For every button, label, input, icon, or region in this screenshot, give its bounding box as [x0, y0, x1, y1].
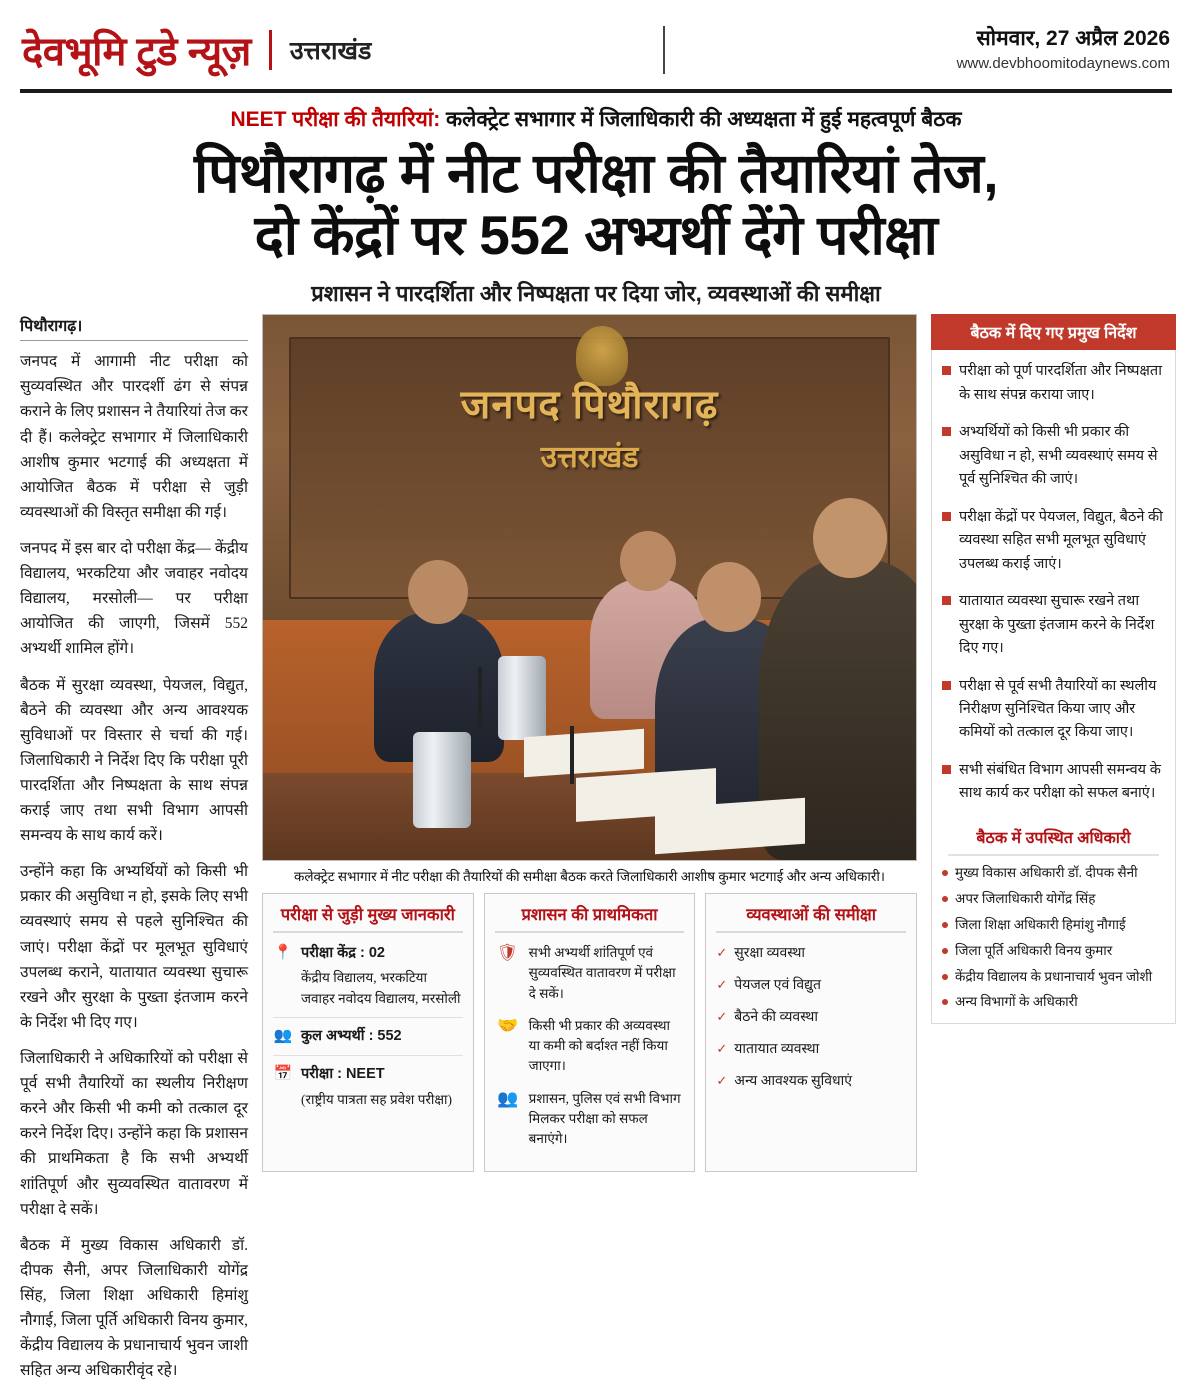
- directives-list: [931, 350, 1176, 1024]
- region-label: उत्तराखंड: [289, 36, 372, 65]
- backdrop-text-line-2: उत्तराखंड: [540, 441, 639, 475]
- check-circle-icon: ✓: [716, 1008, 728, 1024]
- info-box-title: प्रशासन की प्राथमिकता: [521, 906, 658, 925]
- meeting-photo: [263, 315, 916, 860]
- subheadline: प्रशासन ने पारदर्शिता और निष्पक्षता पर दिया जोर, व्यवस्थाओं की समीक्षा: [311, 281, 881, 307]
- list-item: [942, 360, 1165, 407]
- officer-name: मुख्य विकास अधिकारी डॉ. दीपक सैनी: [955, 864, 1138, 880]
- dot-bullet-icon: [942, 922, 948, 928]
- square-bullet-icon: [942, 512, 951, 521]
- list-item: [495, 1089, 685, 1150]
- photo-frame: [262, 314, 917, 861]
- kicker-highlight: NEET परीक्षा की तैयारियां:: [230, 108, 441, 131]
- story-paragraph: जिलाधिकारी ने अधिकारियों को परीक्षा से पूर्व सभी तैयारियों का स्थलीय निरीक्षण करने और किसी भी कमी को तत्काल दूर करने निर्देश दिए। उन्होंने कहा कि प्रशासन की प्राथमिकता है कि सभी अभ्यर्थी शांतिपूर्ण और सुव्यवस्थित वातावरण में परीक्षा दे सकें।: [20, 1050, 248, 1218]
- group-icon: 👥: [497, 1088, 519, 1108]
- list-item: [942, 890, 1165, 909]
- publication-date: सोमवार, 27 अप्रैल 2026: [976, 27, 1170, 51]
- content-grid: [20, 314, 1172, 1394]
- story-paragraph: जनपद में आगामी नीट परीक्षा को सुव्यवस्थित और पारदर्शी ढंग से संपन्न कराने के लिए प्रशासन ने तैयारियां तेज कर दी हैं। कलेक्ट्रेट सभागार में जिलाधिकारी आशीष कुमार भटगाई की अध्यक्षता में आयोजित बैठक में परीक्षा से जुड़ी व्यवस्थाओं की विस्तृत समीक्षा की गई।: [20, 353, 248, 521]
- exam-center-name: जवाहर नवोदय विद्यालय, मरसोली: [301, 990, 461, 1006]
- info-box-title: परीक्षा से जुड़ी मुख्य जानकारी: [280, 906, 455, 925]
- officers-heading: बैठक में उपस्थित अधिकारी: [976, 829, 1131, 847]
- list-item: [942, 506, 1165, 576]
- divider: [273, 1055, 463, 1056]
- info-box-exam-details: [262, 893, 474, 1172]
- priority-text: सभी अभ्यर्थी शांतिपूर्ण एवं सुव्यवस्थित वातावरण में परीक्षा दे सकें।: [528, 945, 676, 1001]
- list-item: [942, 916, 1165, 935]
- handshake-icon: 🤝: [497, 1015, 519, 1035]
- divider: [273, 1017, 463, 1018]
- location-pin-icon: 📍: [273, 945, 293, 962]
- check-circle-icon: ✓: [716, 1072, 728, 1088]
- headline-line-2: दो केंद्रों पर 552 अभ्यर्थी देंगे परीक्षा: [254, 203, 938, 266]
- review-item-label: यातायात व्यवस्था: [734, 1042, 820, 1058]
- story-body: [20, 349, 248, 1383]
- info-box-body: [263, 939, 473, 1120]
- website-url[interactable]: www.devbhoomitodaynews.com: [956, 54, 1170, 72]
- check-circle-icon: ✓: [716, 976, 728, 992]
- list-item: [273, 1026, 463, 1047]
- list-item: [942, 942, 1165, 961]
- square-bullet-icon: [942, 765, 951, 774]
- square-bullet-icon: [942, 681, 951, 690]
- list-item: [942, 993, 1165, 1012]
- exam-name-label: परीक्षा : NEET: [301, 1066, 385, 1083]
- exam-fullform: (राष्ट्रीय पात्रता सह प्रवेश परीक्षा): [301, 1091, 453, 1107]
- exam-centers-label: परीक्षा केंद्र : 02: [301, 945, 385, 962]
- review-item-label: बैठने की व्यवस्था: [734, 1010, 818, 1026]
- story-paragraph: जनपद में इस बार दो परीक्षा केंद्र— केंद्रीय विद्यालय, भरकटिया और जवाहर नवोदय विद्यालय, मरसोली— पर परीक्षा आयोजित की जाएगी, जिसमें 552 अभ्यर्थी शामिल होंगे।: [20, 539, 248, 658]
- photo-microphone: [570, 726, 574, 784]
- list-item: [942, 759, 1165, 806]
- directive-text: परीक्षा को पूर्ण पारदर्शिता और निष्पक्षता के साथ संपन्न कराया जाए।: [959, 363, 1162, 403]
- dot-bullet-icon: [942, 896, 948, 902]
- info-box-title: व्यवस्थाओं की समीक्षा: [746, 906, 877, 925]
- square-bullet-icon: [942, 366, 951, 375]
- kicker: [20, 105, 1172, 133]
- photo-documents: [524, 729, 644, 777]
- directive-text: सभी संबंधित विभाग आपसी समन्वय के साथ कार्य कर परीक्षा को सफल बनाएं।: [959, 761, 1161, 802]
- page-title: [28, 143, 1164, 266]
- list-item: [716, 1007, 906, 1026]
- officer-name: जिला पूर्ति अधिकारी विनय कुमार: [955, 942, 1113, 958]
- dot-bullet-icon: [942, 999, 948, 1005]
- directive-text: अभ्यर्थियों को किसी भी प्रकार की असुविधा न हो, सभी व्यवस्थाएं समय से पूर्व सुनिश्चित की जाएं।: [959, 424, 1158, 488]
- list-item: [716, 975, 906, 994]
- review-item-label: पेयजल एवं विद्युत: [734, 978, 821, 994]
- directive-text: परीक्षा से पूर्व सभी तैयारियों का स्थलीय निरीक्षण सुनिश्चित किया जाए और कमियों को तत्काल दूर किया जाए।: [959, 677, 1157, 741]
- masthead-vertical-rule: [663, 26, 665, 74]
- info-boxes: [262, 893, 917, 1172]
- photo-water-jug: [498, 656, 546, 740]
- dot-bullet-icon: [942, 948, 948, 954]
- dot-bullet-icon: [942, 974, 948, 980]
- headline-line-1: पिथौरागढ़ में नीट परीक्षा की तैयारियां तेज,: [193, 142, 999, 204]
- list-item: [495, 943, 685, 1004]
- photo-caption: कलेक्ट्रेट सभागार में नीट परीक्षा की तैयारियों की समीक्षा बैठक करते जिलाधिकारी आशीष कुमार भटगाई और अन्य अधिकारी।: [294, 869, 885, 885]
- sidebar-column: [931, 314, 1176, 1394]
- priority-text: प्रशासन, पुलिस एवं सभी विभाग मिलकर परीक्षा को सफल बनाएंगे।: [528, 1090, 681, 1147]
- story-column: [20, 314, 248, 1394]
- photo-water-jug: [413, 732, 471, 828]
- list-item: [942, 421, 1165, 491]
- officer-name: जिला शिक्षा अधिकारी हिमांशु नौगाई: [955, 916, 1126, 932]
- officer-name: अन्य विभागों के अधिकारी: [955, 994, 1078, 1010]
- directive-text: परीक्षा केंद्रों पर पेयजल, विद्युत, बैठने की व्यवस्था सहित सभी मूलभूत सुविधाएं उपलब्ध कराई जाएं।: [959, 508, 1163, 572]
- divider: [948, 854, 1159, 856]
- sidebar-heading: बैठक में दिए गए प्रमुख निर्देश: [931, 314, 1176, 350]
- story-paragraph: उन्होंने कहा कि अभ्यर्थियों को किसी भी प्रकार की असुविधा न हो, इसके लिए सभी व्यवस्थाएं समय से पहले सुनिश्चित की जाएं। परीक्षा केंद्रों पर मूलभूत सुविधाएं उपलब्ध कराने, यातायात व्यवस्था सुचारू रखने और सुरक्षा के पुख्ता इंतजाम करने के निर्देश भी दिए गए।: [20, 863, 248, 1031]
- list-item: [495, 1016, 685, 1077]
- square-bullet-icon: [942, 427, 951, 436]
- total-candidates-label: कुल अभ्यर्थी : 552: [301, 1027, 402, 1044]
- story-paragraph: बैठक में सुरक्षा व्यवस्था, पेयजल, विद्युत, बैठने की व्यवस्था और अन्य आवश्यक सुविधाओं पर विस्तार से चर्चा की गई। जिलाधिकारी ने निर्देश दिए कि परीक्षा पूरी पारदर्शिता और निष्पक्षता के साथ संपन्न कराई जाए तथा सभी विभाग आपसी समन्वय के साथ कार्य करें।: [20, 676, 248, 845]
- divider: [495, 931, 685, 933]
- divider: [716, 931, 906, 933]
- square-bullet-icon: [942, 596, 951, 605]
- masthead-separator: [269, 30, 272, 70]
- info-box-body: [706, 939, 916, 1113]
- info-box-review: [705, 893, 917, 1172]
- photo-column: [262, 314, 917, 1394]
- list-item: [716, 943, 906, 962]
- backdrop-text-line-1: जनपद पिथौरागढ़: [460, 383, 719, 428]
- masthead-rule: [20, 89, 1172, 93]
- check-circle-icon: ✓: [716, 1040, 728, 1056]
- shield-icon: 🛡: [496, 943, 519, 963]
- story-divider: [20, 340, 248, 341]
- list-item: [716, 1039, 906, 1058]
- list-item: [942, 675, 1165, 745]
- exam-center-name: केंद्रीय विद्यालय, भरकटिया: [301, 970, 427, 986]
- list-item: [942, 864, 1165, 883]
- priority-text: किसी भी प्रकार की अव्यवस्था या कमी को बर्दाश्त नहीं किया जाएगा।: [528, 1017, 670, 1074]
- dateline: पिथौरागढ़।: [20, 318, 83, 336]
- list-item: [716, 1071, 906, 1090]
- divider: [273, 931, 463, 933]
- dot-bullet-icon: [942, 870, 948, 876]
- review-item-label: सुरक्षा व्यवस्था: [734, 946, 806, 962]
- officer-name: केंद्रीय विद्यालय के प्रधानाचार्य भुवन जोशी: [955, 968, 1153, 984]
- check-circle-icon: ✓: [716, 944, 728, 960]
- info-box-body: [485, 939, 695, 1171]
- list-item: [273, 943, 463, 964]
- story-paragraph: बैठक में मुख्य विकास अधिकारी डॉ. दीपक सैनी, अपर जिलाधिकारी योगेंद्र सिंह, जिला शिक्षा अधिकारी हिमांशु नौगाई, जिला पूर्ति अधिकारी विनय कुमार, केंद्रीय विद्यालय के प्रधानाचार्य भुवन जाशी सहित अन्य अधिकारीवृंद रहे।: [20, 1236, 248, 1380]
- review-item-label: अन्य आवश्यक सुविधाएं: [734, 1074, 852, 1090]
- list-item: [942, 590, 1165, 660]
- photo-microphone: [478, 667, 482, 729]
- masthead: [20, 18, 1172, 87]
- publication-title: देवभूमि टुडे न्यूज़: [22, 30, 251, 74]
- list-item: [273, 1064, 463, 1085]
- list-item: [942, 968, 1165, 987]
- people-icon: 👥: [273, 1027, 293, 1044]
- kicker-text: कलेक्ट्रेट सभागार में जिलाधिकारी की अध्यक्षता में हुई महत्वपूर्ण बैठक: [440, 108, 962, 131]
- masthead-right: [957, 25, 1170, 74]
- officer-name: अपर जिलाधिकारी योगेंद्र सिंह: [955, 890, 1096, 906]
- calendar-icon: 📅: [273, 1066, 293, 1083]
- masthead-left: [22, 22, 371, 77]
- info-box-priorities: [484, 893, 696, 1172]
- directive-text: यातायात व्यवस्था सुचारू रखने तथा सुरक्षा के पुख्ता इंतजाम करने के निर्देश दिए गए।: [959, 593, 1155, 657]
